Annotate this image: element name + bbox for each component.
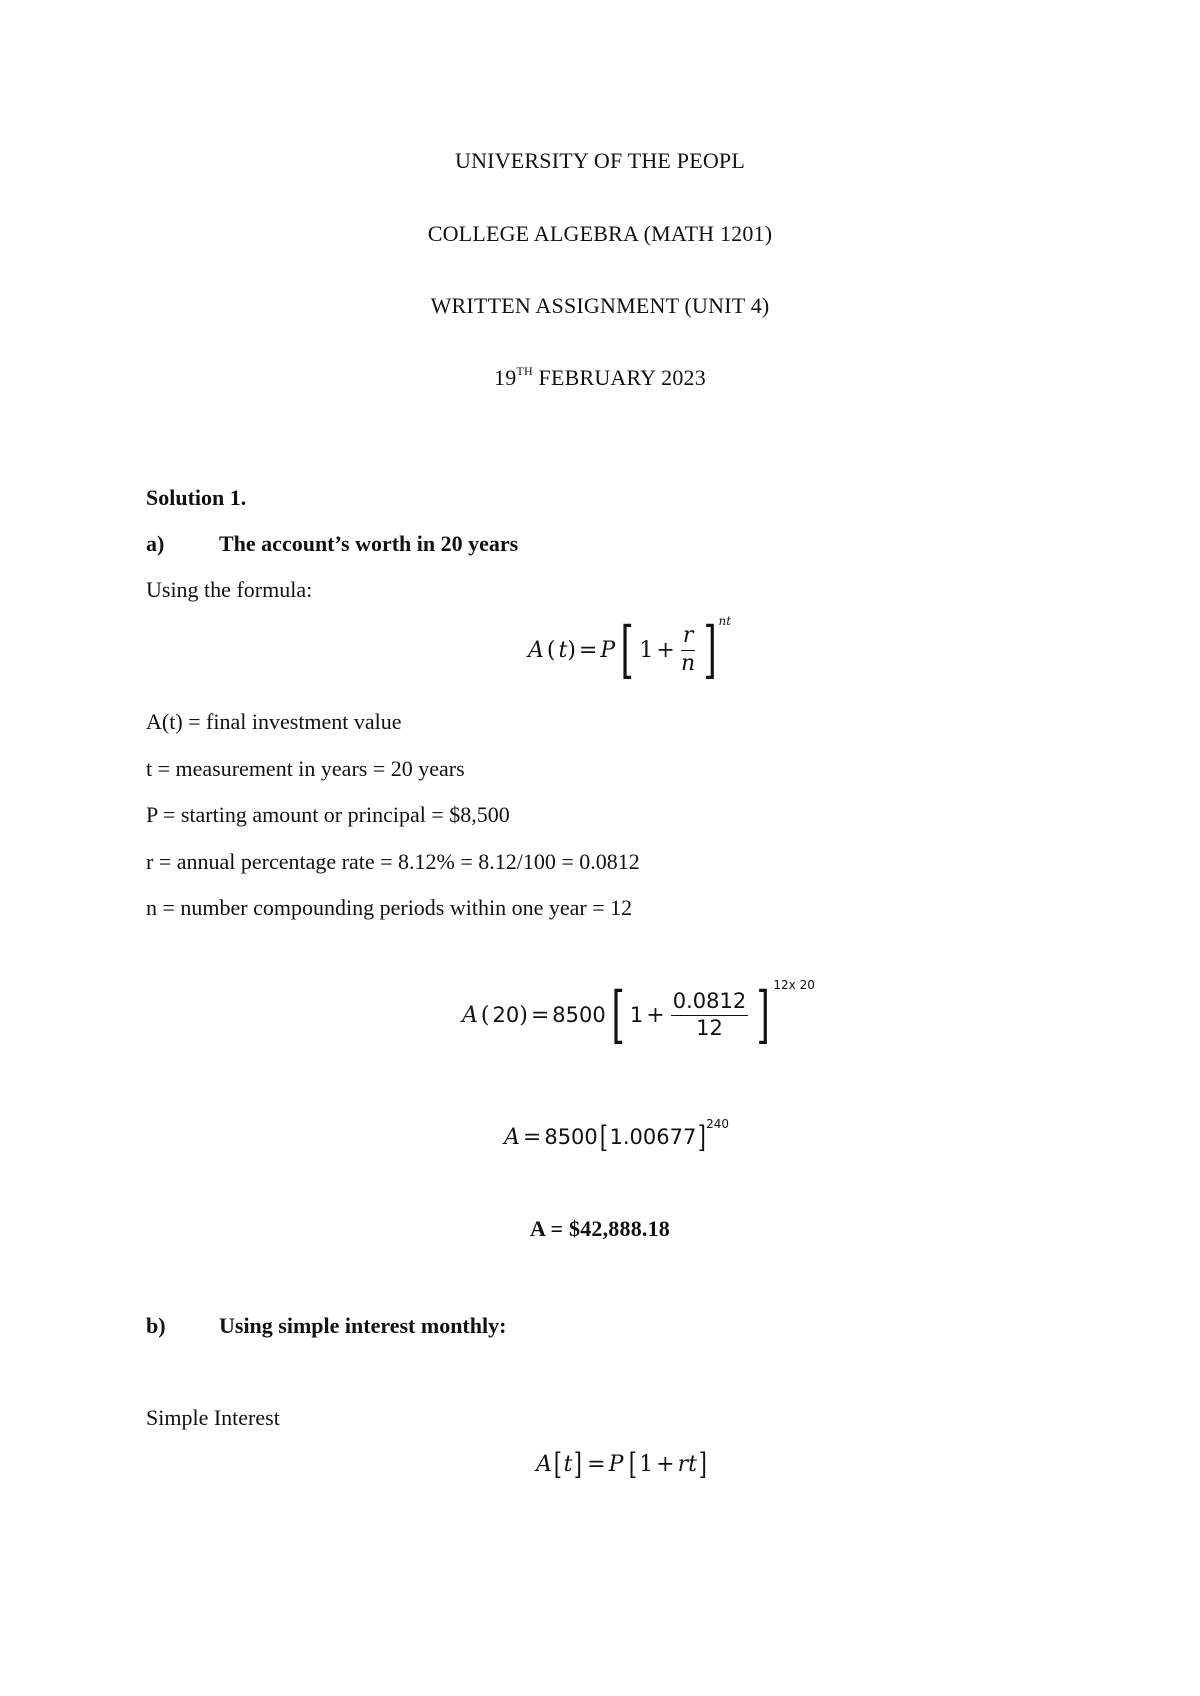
formula-exponent: nt bbox=[718, 614, 732, 628]
date-day: 19 bbox=[494, 365, 517, 390]
date-rest: FEBRUARY 2023 bbox=[532, 365, 706, 390]
part-a-label: a) bbox=[146, 531, 165, 556]
definition-line: n = number compounding periods within one year = 12 bbox=[146, 895, 633, 920]
assignment-date bbox=[0, 365, 1200, 391]
calculation-step-1: A ( 20 ) = 8500 [ 1 + $\frac{0.0812}{12}$ ] 12x 20 bbox=[462, 978, 815, 1051]
assignment-title: WRITTEN ASSIGNMENT (UNIT 4) bbox=[430, 293, 770, 318]
date-superscript: TH bbox=[516, 363, 533, 378]
simple-interest-formula: A [ t ] = P [ 1 + rt ] bbox=[536, 1446, 707, 1482]
formula-fraction: $\frac{r}{n}$ bbox=[680, 623, 696, 676]
formula-arg: t bbox=[558, 637, 568, 663]
part-b-heading: Using simple interest monthly: bbox=[219, 1313, 507, 1338]
compound-interest-formula: A ( t ) = P [ 1 + $\frac{r}{n}$ ] nt bbox=[528, 613, 732, 686]
step1-fraction: $\frac{0.0812}{12}$ bbox=[672, 989, 747, 1040]
part-b-label: b) bbox=[146, 1313, 166, 1338]
course-title: COLLEGE ALGEBRA (MATH 1201) bbox=[427, 221, 773, 246]
formula-one: 1 bbox=[639, 637, 654, 663]
part-b-intro: Simple Interest bbox=[146, 1405, 280, 1430]
definition-line: t = measurement in years = 20 years bbox=[146, 756, 465, 781]
definition-line: P = starting amount or principal = $8,500 bbox=[146, 802, 510, 827]
definition-line: r = annual percentage rate = 8.12% = 8.12/100 = 0.0812 bbox=[146, 849, 640, 874]
definition-line: A(t) = final investment value bbox=[146, 709, 402, 734]
calculation-step-2: A = 8500 [ 1.00677 ] 240 bbox=[504, 1117, 729, 1155]
formula-p: P bbox=[600, 637, 616, 663]
part-a-heading: The account’s worth in 20 years bbox=[219, 531, 519, 556]
part-a-result: A = $42,888.18 bbox=[529, 1216, 670, 1241]
university-name: UNIVERSITY OF THE PEOPL bbox=[455, 148, 745, 173]
formula-lhs: A bbox=[528, 637, 544, 663]
solution-title: Solution 1. bbox=[146, 485, 247, 510]
part-a-intro: Using the formula: bbox=[146, 577, 313, 602]
